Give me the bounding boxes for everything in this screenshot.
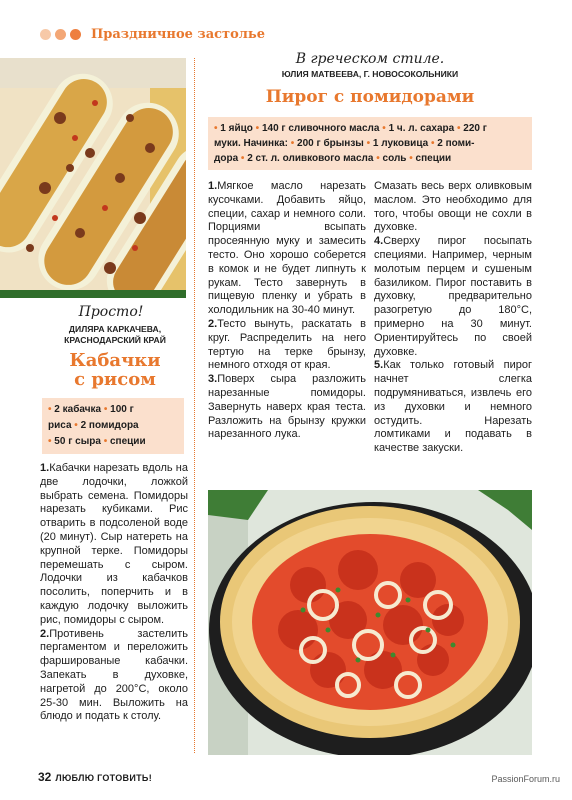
step-2: 2.Тесто вынуть, раскатать в круг. Распределить на него тертую на терке брынзу, немного отходя от края.: [208, 317, 366, 372]
right-col1-steps: [208, 180, 366, 442]
left-steps: [40, 462, 188, 724]
section-title: Праздничное застолье: [91, 26, 266, 42]
page-number: 32: [38, 770, 52, 784]
right-author: ЮЛИЯ МАТВЕЕВА, Г. НОВОСОКОЛЬНИКИ: [281, 69, 459, 79]
step-5: 5.Как только готовый пирог начнет слегка подрумяниваться, извлечь его из духовки и немного остудить. Нарезать ломтиками и подавать в качестве закуски.: [374, 359, 532, 455]
tomato-pie-photo: [208, 490, 532, 755]
page-footer: [38, 770, 152, 784]
right-ingredients: • 1 яйцо • 140 г сливочного масла • 1 ч. л. сахара • 220 г муки. Начинка: • 200 г брынзы • 1 луковица • 2 поми- дора • 2 ст. л. оливкового масла • соль • специи: [208, 117, 532, 170]
left-kicker: Просто!: [78, 304, 144, 320]
left-author-line: КРАСНОДАРСКИЙ КРАЙ: [64, 335, 166, 345]
header-dot: [40, 29, 51, 40]
step-1: 1.Мягкое масло нарезать кусочками. Добавить яйцо, специи, сахар и немного соли. Порциями всыпать просеянную муку и замесить тесто. Оно хорошо соберется в комок и не будет липнуть к рукам. Тесто завернуть в пищевую пленку и убрать в холодильник на 30-40 минут.: [208, 180, 366, 317]
zucchini-photo: [0, 58, 186, 298]
left-recipe-title: [40, 351, 190, 389]
step-3: 3.Поверх сыра разложить нарезанные помидоры. Завернуть наверх края теста. Разложить на брынзу кружки нарезанного лука.: [208, 373, 366, 441]
step-1: 1.Кабачки нарезать вдоль на две лодочки, ложкой выбрать семена. Помидоры нарезать кубиками. Рис отварить в подсоленой воде (20 минут). Сыр натереть на крупной терке. Помидоры перемешать с сыром. Лодочки из кабачков посолить, поперчить и в каждую лодочку выложить рис, помидоры с сыром.: [40, 462, 188, 626]
left-author-line: ДИЛЯРА КАРКАЧЕВА,: [68, 324, 162, 334]
column-divider: [194, 58, 195, 753]
right-kicker: В греческом стиле.: [295, 51, 445, 67]
step-3-cont: Смазать весь верх оливковым маслом. Это необходимо для того, чтобы овощи не сохли в духовке.: [374, 180, 532, 234]
left-title-line: с рисом: [74, 369, 156, 390]
step-4: 4.Сверху пирог посыпать специями. Например, черным молотым перцем и сушеным базиликом. Пирог поставить в духовку, предварительно разогретую до 180°С, примерно на 30 минут. Ориентируйтесь по своей духовке.: [374, 235, 532, 358]
step-2: 2.Противень застелить пергаментом и переложить фаршированые кабачки. Запекать в духовке, нагретой до 200°С, около 25-30 мин. Выложить на блюдо и подать к столу.: [40, 627, 188, 723]
header-dot: [55, 29, 66, 40]
left-author: [40, 324, 190, 346]
right-col2-steps: [374, 180, 532, 456]
left-title-line: Кабачки: [69, 350, 161, 371]
watermark: PassionForum.ru: [491, 774, 560, 784]
right-recipe-title: Пирог с помидорами: [265, 87, 475, 107]
left-ingredients: • 2 кабачка • 100 г риса • 2 помидора • 50 г сыра • специи: [42, 398, 184, 454]
section-header: [40, 24, 265, 44]
header-dot: [70, 29, 81, 40]
magazine-name: ЛЮБЛЮ ГОТОВИТЬ!: [55, 773, 152, 783]
